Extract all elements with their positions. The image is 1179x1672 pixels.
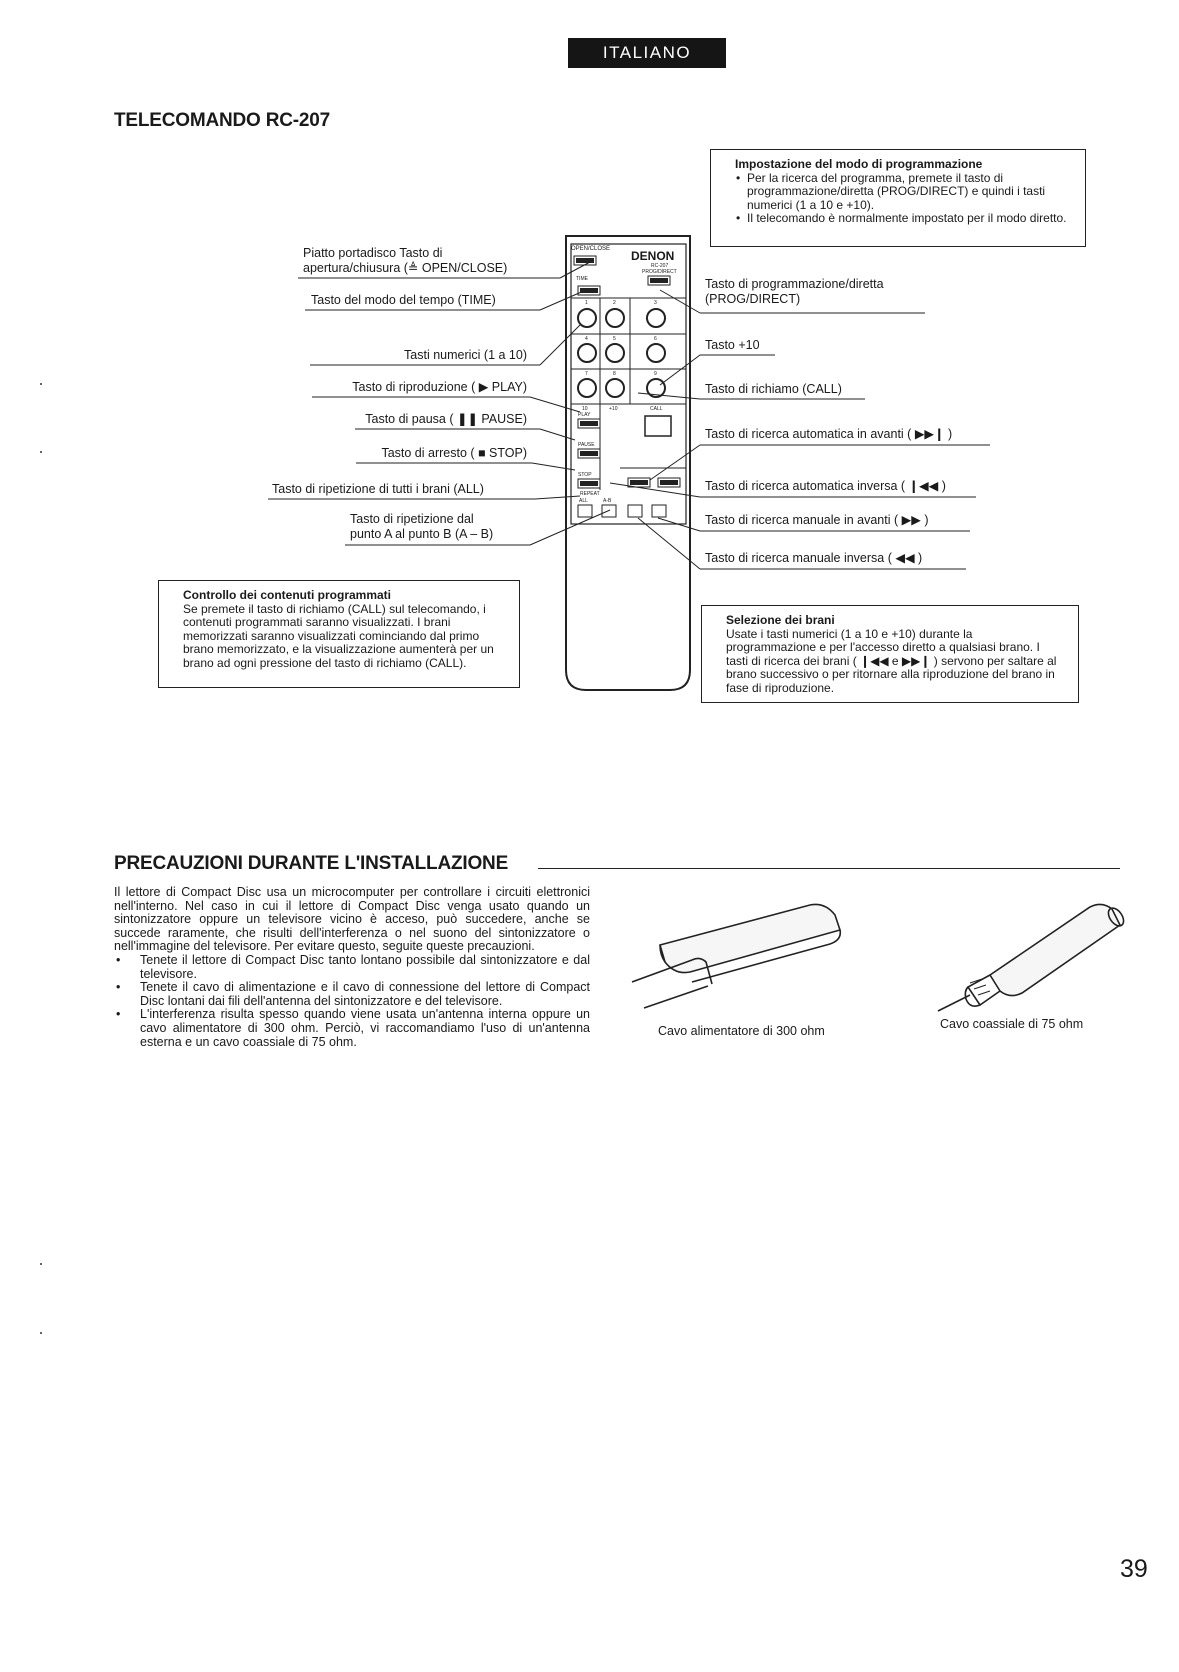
- remote-key-4-label: 4: [585, 336, 588, 342]
- remote-key-5-label: 5: [613, 336, 616, 342]
- callout-plus10: Tasto +10: [705, 338, 760, 352]
- callout-repeat-all: Tasto di ripetizione di tutti i brani (ALL): [272, 482, 484, 496]
- remote-model: RC-207: [651, 263, 669, 269]
- remote-key-repeat-label: REPEAT: [580, 491, 600, 497]
- remote-key-7-label: 7: [585, 371, 588, 377]
- remote-key-time-label: TIME: [576, 276, 588, 282]
- remote-key-ab-label: A-B: [603, 498, 612, 504]
- callout-prog-direct-line1: Tasto di programmazione/diretta: [705, 277, 884, 291]
- box-program-mode: [710, 149, 1086, 247]
- cable-300-illustration: [630, 900, 860, 1020]
- callout-numeric: Tasti numerici (1 a 10): [404, 348, 527, 362]
- remote-key-prog-direct-label: PROG/DIRECT: [642, 269, 677, 275]
- remote-key-all-label: ALL: [579, 498, 588, 504]
- box-program-mode-bullet: • Per la ricerca del programma, premete il tasto di programmazione/diretta (PROG/DIRECT) e quindi i tasti numerici (1 a 10 e +10).: [747, 172, 1071, 213]
- remote-key-3-label: 3: [654, 300, 657, 306]
- remote-key-stop-label: STOP: [578, 472, 592, 478]
- section-rule: [538, 868, 1120, 869]
- install-bullet: • Tenete il cavo di alimentazione e il cavo di connessione del lettore di Compact Disc lontani dai fili dell'antenna del sintonizzatore e del televisore.: [140, 981, 590, 1008]
- margin-speck: [40, 451, 42, 453]
- box-track-select-text: Usate i tasti numerici (1 a 10 e +10) durante la programmazione e per l'accesso diretto a qualsiasi brano. I tasti di ricerca dei brani ( ❙◀◀ e ▶▶❙ ) servono per saltare al brano successivo o per ritornare alla riproduzione del brano in fase di riproduzione.: [726, 626, 1057, 695]
- box-track-select-title: Selezione dei brani: [726, 613, 835, 627]
- remote-key-8-label: 8: [613, 371, 616, 377]
- install-bullet: • Tenete il lettore di Compact Disc tanto lontano possibile dal sintonizzatore e dal televisore.: [140, 954, 590, 981]
- callout-repeat-ab-line1: Tasto di ripetizione dal: [350, 512, 474, 526]
- remote-section-title: TELECOMANDO RC-207: [114, 110, 330, 131]
- language-tab: ITALIANO: [568, 38, 726, 68]
- remote-key-play-label: PLAY: [578, 412, 591, 418]
- callout-auto-search-fwd: Tasto di ricerca automatica in avanti ( ▶▶❙ ): [705, 427, 953, 441]
- callout-manual-search-rev: Tasto di ricerca manuale inversa ( ◀◀ ): [705, 551, 923, 565]
- callout-repeat-ab-line2: punto A al punto B (A – B): [350, 527, 494, 541]
- margin-speck: [40, 383, 42, 385]
- cable-75-illustration: [930, 895, 1130, 1015]
- remote-key-9-label: 9: [654, 371, 657, 377]
- callout-pause: Tasto di pausa ( ❚❚ PAUSE): [365, 412, 527, 426]
- remote-key-open-close-label: OPEN/CLOSE: [571, 246, 611, 252]
- install-bullet: • L'interferenza risulta spesso quando viene usata un'antenna interna oppure un cavo alimentatore di 300 ohm. Perciò, vi raccomandiamo l'uso di un'antenna esterna e un cavo coassiale di 75 ohm.: [140, 1008, 590, 1049]
- install-body: [114, 886, 590, 1049]
- callout-play: Tasto di riproduzione ( ▶ PLAY): [352, 380, 527, 394]
- cable-300-caption: Cavo alimentatore di 300 ohm: [658, 1024, 825, 1038]
- callout-time: Tasto del modo del tempo (TIME): [311, 293, 496, 307]
- callout-open-close: [303, 246, 507, 276]
- box-check-program-text: Se premete il tasto di richiamo (CALL) sul telecomando, i contenuti programmati saranno visualizzati. I brani memorizzati saranno visualizzati cominciando dal primo brano memorizzato, e la visualizzazione aumenterà per un brano ad ogni pressione del tasto di richiamo (CALL).: [183, 601, 494, 670]
- remote-key-6-label: 6: [654, 336, 657, 342]
- remote-key-call-label: CALL: [650, 406, 663, 412]
- box-check-program: [158, 580, 520, 688]
- remote-key-10-label: 10: [582, 406, 588, 412]
- callout-auto-search-rev: Tasto di ricerca automatica inversa ( ❙◀◀ ): [705, 479, 946, 493]
- callout-prog-direct: [705, 277, 884, 307]
- margin-speck: [40, 1263, 42, 1265]
- remote-key-pause-label: PAUSE: [578, 442, 595, 448]
- cable-75-caption: Cavo coassiale di 75 ohm: [940, 1017, 1084, 1031]
- callout-open-close-line2: apertura/chiusura (≜ OPEN/CLOSE): [303, 261, 508, 275]
- box-program-mode-title: Impostazione del modo di programmazione: [735, 157, 983, 171]
- callout-prog-direct-line2: (PROG/DIRECT): [705, 292, 801, 306]
- callout-manual-search-fwd: Tasto di ricerca manuale in avanti ( ▶▶ ): [705, 513, 929, 527]
- install-section-title: PRECAUZIONI DURANTE L'INSTALLAZIONE: [114, 853, 509, 874]
- box-program-mode-bullet: • Il telecomando è normalmente impostato per il modo diretto.: [747, 212, 1071, 226]
- margin-speck: [40, 1332, 42, 1334]
- remote-key-1-label: 1: [585, 300, 588, 306]
- install-intro: Il lettore di Compact Disc usa un microcomputer per controllare i circuiti elettronici nell'interno. Nel caso in cui il lettore di Compact Disc venga usato quando un sintonizzatore oppure un televisore vicino è acceso, può succedere, anche se succede raramente, che risulti dell'interferenza o nel suono del sintonizzatore o nell'immagine del televisore. Per evitare questo, seguite queste precauzioni.: [114, 885, 590, 954]
- remote-key-2-label: 2: [613, 300, 616, 306]
- page-number: 39: [1120, 1555, 1148, 1583]
- callout-repeat-ab: [350, 512, 493, 542]
- callout-open-close-line1: Piatto portadisco Tasto di: [303, 246, 443, 260]
- remote-key-plus10-label: +10: [609, 406, 618, 412]
- callout-stop: Tasto di arresto ( ■ STOP): [381, 446, 527, 460]
- box-check-program-title: Controllo dei contenuti programmati: [183, 588, 392, 602]
- callout-call: Tasto di richiamo (CALL): [705, 382, 842, 396]
- box-track-select: [701, 605, 1079, 703]
- remote-brand: DENON: [631, 249, 675, 263]
